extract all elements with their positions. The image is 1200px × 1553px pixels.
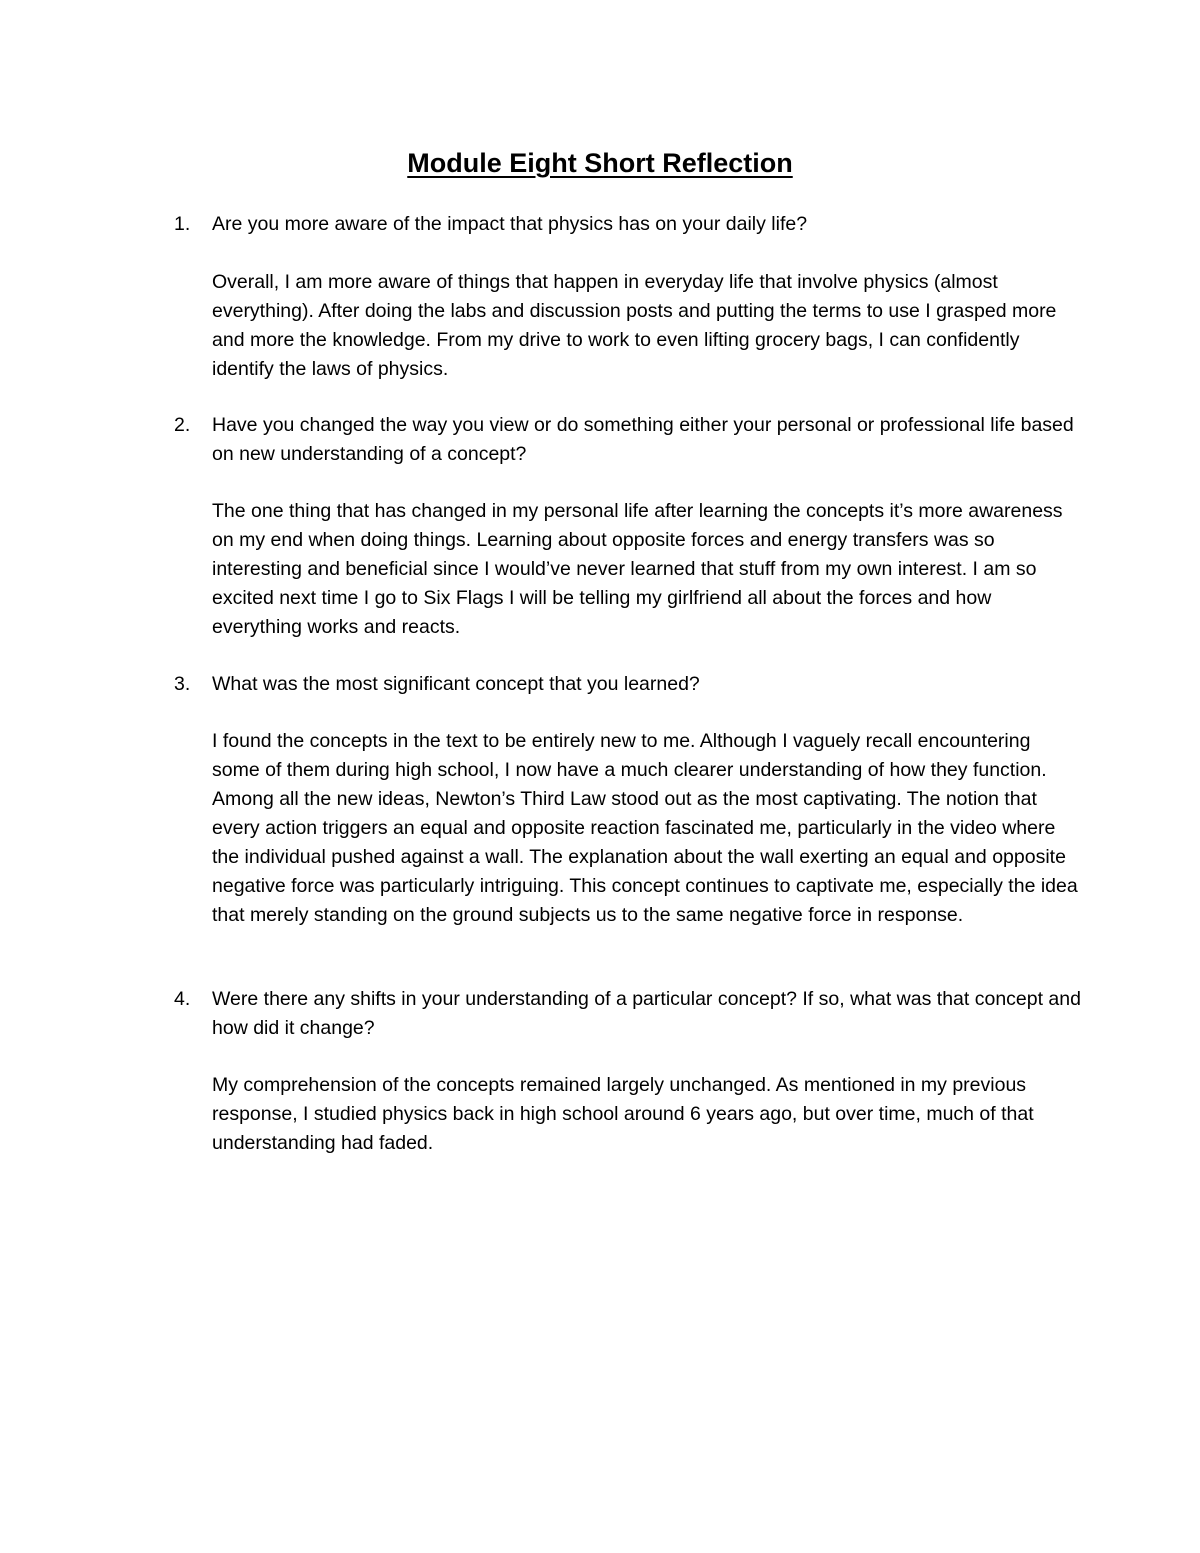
question-text: Have you changed the way you view or do something either your personal or professional life based on new understanding of a concept? — [212, 414, 1074, 465]
question-number: 3. — [174, 673, 191, 695]
answer-text: Overall, I am more aware of things that happen in everyday life that involve physics (almost everything). After doing the labs and discussion posts and putting the terms to use I grasped more and more the knowledge. From my drive to work to even lifting grocery bags, I can confidently identify the laws of physics. — [212, 271, 1057, 380]
question-text: Were there any shifts in your understanding of a particular concept? If so, what was that concept and how did it change? — [212, 988, 1081, 1039]
answer-text: My comprehension of the concepts remained largely unchanged. As mentioned in my previous response, I studied physics back in high school around 6 years ago, but over time, much of that understanding had faded. — [212, 1074, 1034, 1154]
question-text: Are you more aware of the impact that physics has on your daily life? — [212, 213, 808, 235]
question-number: 4. — [174, 988, 191, 1010]
answer-text: I found the concepts in the text to be entirely new to me. Although I vaguely recall encountering some of them during high school, I now have a much clearer understanding of how they function. Among all the new ideas, Newton’s Third Law stood out as the most captivating. The notion that every action triggers an equal and opposite reaction fascinated me, particularly in the video where the individual pushed against a wall. The explanation about the wall exerting an equal and opposite negative force was particularly intriguing. This concept continues to captivate me, especially the idea that merely standing on the ground subjects us to the same negative force in response. — [212, 730, 1078, 926]
question-text: What was the most significant concept that you learned? — [212, 673, 700, 695]
answer-text: The one thing that has changed in my personal life after learning the concepts it’s more awareness on my end when doing things. Learning about opposite forces and energy transfers was so interesting and beneficial since I would’ve never learned that stuff from my own interest. I am so excited next time I go to Six Flags I will be telling my girlfriend all about the forces and how everything works and reacts. — [212, 500, 1063, 638]
question-number: 2. — [174, 414, 191, 436]
document-title: Module Eight Short Reflection — [407, 148, 793, 178]
question-number: 1. — [174, 213, 191, 235]
